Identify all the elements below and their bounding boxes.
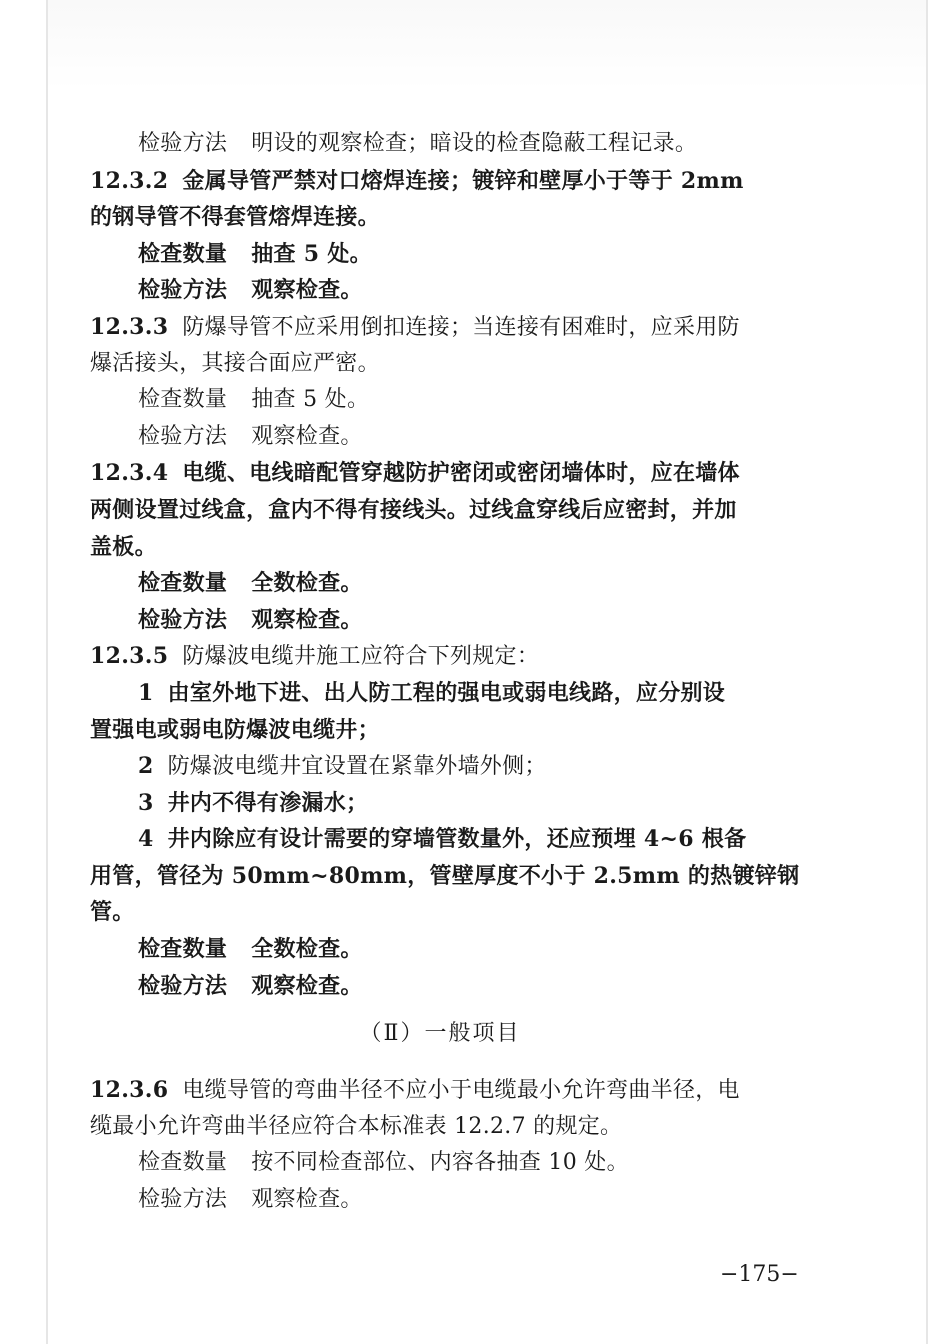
text-line: 检验方法 观察检查。 — [138, 1187, 363, 1213]
clause-number: 12.3.4 — [90, 460, 169, 487]
text-line: 两侧设置过线盒，盒内不得有接线头。过线盒穿线后应密封，并加 — [90, 496, 737, 523]
page-body — [90, 126, 800, 1219]
text-line: 检查数量 全数检查。 — [138, 570, 363, 597]
text-line: 盖板。 — [90, 533, 157, 560]
text-line: 检验方法 观察检查。 — [138, 606, 363, 633]
text-line: 置强电或弱电防爆波电缆井； — [90, 716, 380, 743]
list-item-4: 4 井内除应有设计需要的穿墙管数量外，还应预埋 4~6 根备 — [138, 826, 747, 853]
clause-number: 12.3.2 — [90, 167, 169, 194]
text-line: 检查数量 全数检查。 — [138, 936, 363, 963]
clause-12-3-3: 12.3.3 防爆导管不应采用倒扣连接；当连接有困难时，应采用防 — [90, 313, 740, 340]
scan-edge-right — [926, 0, 928, 1344]
list-item-3: 3 井内不得有渗漏水； — [138, 789, 369, 816]
text-line: 缆最小允许弯曲半径应符合本标准表 12.2.7 的规定。 — [90, 1113, 623, 1139]
text-line: 管。 — [90, 899, 135, 926]
text-line: 用管，管径为 50mm~80mm，管壁厚度不小于 2.5mm 的热镀锌钢 — [90, 862, 800, 889]
clause-number: 12.3.5 — [90, 643, 169, 670]
text-line: 检查数量 抽查 5 处。 — [138, 387, 370, 413]
text-line: 爆活接头，其接合面应严密。 — [90, 350, 380, 376]
text-line: 检验方法 观察检查。 — [138, 972, 363, 999]
clause-12-3-2: 12.3.2 金属导管严禁对口熔焊连接；镀锌和壁厚小于等于 2mm — [90, 167, 744, 194]
text-line: 的钢导管不得套管熔焊连接。 — [90, 204, 380, 231]
clause-12-3-5: 12.3.5 防爆波电缆井施工应符合下列规定： — [90, 643, 540, 670]
text-line: 检验方法 观察检查。 — [138, 423, 363, 449]
list-item-2: 2 防爆波电缆井宜设置在紧靠外墙外侧； — [138, 753, 547, 780]
text-line: 检验方法 观察检查。 — [138, 277, 363, 304]
page-number: −175− — [720, 1262, 799, 1287]
clause-12-3-6: 12.3.6 电缆导管的弯曲半径不应小于电缆最小允许弯曲半径，电 — [90, 1077, 740, 1104]
list-item-1: 1 由室外地下进、出人防工程的强电或弱电线路，应分别设 — [138, 679, 726, 706]
clause-number: 12.3.6 — [90, 1077, 169, 1104]
clause-number: 12.3.3 — [90, 313, 169, 340]
text-line: 检验方法 明设的观察检查；暗设的检查隐蔽工程记录。 — [138, 131, 698, 156]
section-heading: （Ⅱ）一般项目 — [359, 1021, 521, 1047]
clause-12-3-4: 12.3.4 电缆、电线暗配管穿越防护密闭或密闭墙体时，应在墙体 — [90, 460, 740, 487]
text-line: 检查数量 抽查 5 处。 — [138, 240, 372, 267]
text-line: 检查数量 按不同检查部位、内容各抽查 10 处。 — [138, 1150, 629, 1176]
scan-edge-left — [46, 0, 48, 1344]
scan-shadow-top — [46, 0, 926, 90]
